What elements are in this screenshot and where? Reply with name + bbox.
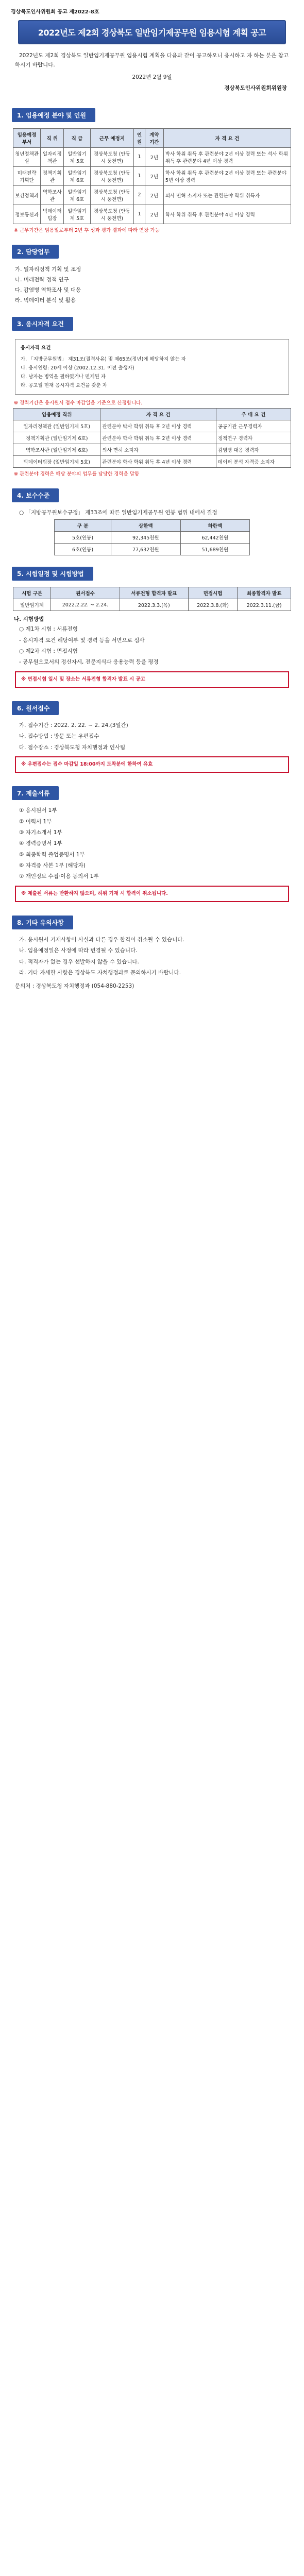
list-item: 나. 응시연령: 20세 이상 (2002.12.31. 이전 출생자) <box>21 365 134 371</box>
requirements-box-title: 응시자격 요건 <box>21 345 51 351</box>
table2-header: 우 대 요 건 <box>216 408 291 420</box>
list-item: ④ 경력증명서 1부 <box>19 840 62 847</box>
table-cell: 경상북도청 (안동시 풍천면) <box>90 147 133 166</box>
table1-header: 근무 예정지 <box>90 128 133 147</box>
list-item: 라. 공고일 현재 응시자격 요건을 갖춘 자 <box>21 382 107 388</box>
table-cell: 보건정책과 <box>13 185 41 205</box>
table-cell: 경상북도청 (안동시 풍천면) <box>90 185 133 205</box>
table-cell: 정책기획관 (일반임기제 6호) <box>13 432 100 444</box>
duties-list <box>15 265 289 306</box>
list-item: 가. 일자리정책 기획 및 조정 <box>15 266 81 273</box>
list-item: 라. 기타 자세한 사항은 경상북도 자치행정과로 문의하시기 바랍니다. <box>19 970 181 976</box>
table1-header: 임용예정 부서 <box>13 128 41 147</box>
positions-table <box>13 128 291 224</box>
list-item: 다. 접수장소 : 경상북도청 자치행정과 인사팀 <box>19 744 126 751</box>
table-cell: 빅데이터팀장 (일반임기제 5호) <box>13 455 100 467</box>
pay-intro: ○ 「지방공무원보수규정」 제33조에 따른 일반임기제공무원 연봉 범위 내에서 결정 <box>19 509 217 516</box>
table-cell: 일자리정책관 (일반임기제 5호) <box>13 420 100 432</box>
table1-note: ※ 근무기간은 임용일로부터 2년 후 성과 평가 결과에 따라 연장 가능 <box>14 227 160 233</box>
list-item: 가. 응시원서 기재사항이 사실과 다른 경우 합격이 취소될 수 있습니다. <box>19 936 184 943</box>
section-1-title: 1. 임용예정 분야 및 인원 <box>12 108 95 122</box>
table-cell: 의사 면허 소지자 또는 관련분야 학위 취득자 <box>163 185 291 205</box>
table-cell: 일반임기제 6호 <box>64 166 90 185</box>
table-row <box>13 185 291 205</box>
section-6-title: 6. 원서접수 <box>12 701 59 715</box>
table-cell: 일자리정책관 <box>41 147 64 166</box>
table-cell: 77,632천원 <box>111 544 180 555</box>
table-cell: 경상북도청 (안동시 풍천면) <box>90 166 133 185</box>
pay-header: 상한액 <box>111 520 180 532</box>
list-item: 라. 빅데이터 분석 및 활용 <box>15 297 76 303</box>
section-2-title: 2. 담당업무 <box>12 245 59 259</box>
notice-page <box>8 0 296 992</box>
intro-text: 2022년도 제2회 경상북도 일반임기제공무원 임용시험 계획을 다음과 같이 공고하오니 응시하고 자 하는 분은 참고하시기 바랍니다. <box>15 53 289 68</box>
table-row <box>13 147 291 166</box>
table1-header: 인원 <box>134 128 145 147</box>
list-item: ⑥ 자격증 사본 1부 (해당자) <box>19 862 86 869</box>
list-item: - 응시자격 요건 해당여부 및 경력 등을 서면으로 심사 <box>19 637 145 643</box>
table-cell: 1 <box>134 205 145 224</box>
table-row <box>13 599 291 611</box>
list-item: 가. 접수기간 : 2022. 2. 22. ~ 2. 24.(3일간) <box>19 722 128 728</box>
list-item: - 공무원으로서의 정신자세, 전문지식과 응용능력 등을 평정 <box>19 659 159 666</box>
list-item: 나. 접수방법 : 방문 또는 우편접수 <box>19 733 99 740</box>
list-item: 다. 적격자가 없는 경우 선발하지 않을 수 있습니다. <box>19 958 139 965</box>
table1-header: 직 급 <box>64 128 90 147</box>
pay-header: 구 분 <box>55 520 111 532</box>
exam-header: 최종합격자 발표 <box>238 587 291 599</box>
table-cell: 역학조사관 <box>41 185 64 205</box>
table-cell: 감염병 대응 경력자 <box>216 444 291 455</box>
contact-info: 문의처 : 경상북도청 자치행정과 (054-880-2253) <box>15 983 134 990</box>
table2-note: ※ 관련분야 경력은 해당 분야의 업무를 담당한 경력을 말함 <box>14 471 140 477</box>
table-cell: 6호(연봉) <box>55 544 111 555</box>
list-item: ○ 제1차 시험 : 서류전형 <box>19 626 78 633</box>
table-row <box>13 455 291 467</box>
table-cell: 정보통신과 <box>13 205 41 224</box>
requirements-box <box>15 339 289 394</box>
table-row <box>13 205 291 224</box>
list-item: ⑦ 개인정보 수집·이용 동의서 1부 <box>19 873 99 880</box>
exam-header: 서류전형 합격자 발표 <box>120 587 188 599</box>
table-row <box>55 532 250 544</box>
table-cell: 공공기관 근무경력자 <box>216 420 291 432</box>
pay-header: 하한액 <box>180 520 249 532</box>
table-cell: 역학조사관 (일반임기제 6호) <box>13 444 100 455</box>
table-cell: 학사 학위 취득 후 관련분야 4년 이상 경력 <box>163 205 291 224</box>
list-item: ① 응시원서 1부 <box>19 807 57 814</box>
table-cell: 의사 면허 소지자 <box>100 444 216 455</box>
table-cell: 2022.3.11.(금) <box>238 599 291 611</box>
pay-table <box>54 519 250 555</box>
notice-number: 경상북도인사위원회 공고 제2022-8호 <box>11 9 99 15</box>
table-cell: 빅데이터팀장 <box>41 205 64 224</box>
table1-header: 직 위 <box>41 128 64 147</box>
table-cell: 학사 학위 취득 후 관련분야 2년 이상 경력 또는 관련분야 5년 이상 경력 <box>163 166 291 185</box>
section-7-title: 7. 제출서류 <box>12 786 59 800</box>
table-cell: 관련분야 박사 학위 취득 후 2년 이상 경력 <box>100 420 216 432</box>
table-row <box>55 544 250 555</box>
section-3-title: 3. 응시자격 요건 <box>12 317 73 331</box>
table-cell: 2022.3.3.(목) <box>120 599 188 611</box>
documents-red-note: ※ 제출된 서류는 반환하지 않으며, 허위 기재 시 합격이 취소됩니다. <box>15 886 289 902</box>
apply-red-note: ※ 우편접수는 접수 마감일 18:00까지 도착분에 한하여 유효 <box>15 756 289 773</box>
table-row <box>13 432 291 444</box>
table-cell: 일반임기제 <box>13 599 51 611</box>
notice-date: 2022년 2월 9일 <box>132 74 172 80</box>
table-cell: 정책연구 경력자 <box>216 432 291 444</box>
table-cell: 관련분야 학사 학위 취득 후 2년 이상 경력 <box>100 432 216 444</box>
table-cell: 2년 <box>145 205 164 224</box>
list-item: 다. 남자는 병역을 필하였거나 면제된 자 <box>21 374 106 380</box>
table-cell: 일반임기제 5호 <box>64 205 90 224</box>
table-cell: 관련분야 학사 학위 취득 후 4년 이상 경력 <box>100 455 216 467</box>
table-cell: 정책기획관 <box>41 166 64 185</box>
list-item: ③ 자기소개서 1부 <box>19 829 62 836</box>
table-row <box>13 166 291 185</box>
table-cell: 1 <box>134 166 145 185</box>
list-item: 가. 「지방공무원법」 제31조(결격사유) 및 제65조(정년)에 해당하지 않는 자 <box>21 356 186 362</box>
table-cell: 2년 <box>145 147 164 166</box>
table2-header: 임용예정 직위 <box>13 408 100 420</box>
requirements-note: ※ 경력기간은 응시원서 접수 마감일을 기준으로 산정합니다. <box>14 400 143 406</box>
exam-header: 시험 구분 <box>13 587 51 599</box>
list-item: 나. 임용예정일은 사정에 따라 변경될 수 있습니다. <box>19 947 138 954</box>
qualifications-table <box>13 408 291 468</box>
section-8-title: 8. 기타 유의사항 <box>12 916 73 929</box>
table-cell: 2년 <box>145 166 164 185</box>
table-cell: 경상북도청 (안동시 풍천면) <box>90 205 133 224</box>
table-cell: 2022.2.22. ~ 2.24. <box>51 599 120 611</box>
table-cell: 2022.3.8.(화) <box>188 599 237 611</box>
table1-header: 계약 기간 <box>145 128 164 147</box>
table2-header: 자 격 요 건 <box>100 408 216 420</box>
list-item: ② 이력서 1부 <box>19 818 52 825</box>
table-cell: 일반임기제 5호 <box>64 147 90 166</box>
exam-header: 원서접수 <box>51 587 120 599</box>
exam-schedule-table <box>13 587 291 611</box>
notice-title: 2022년도 제2회 경상북도 일반임기제공무원 임용시험 계획 공고 <box>18 20 286 44</box>
table-cell: 1 <box>134 147 145 166</box>
exam-header: 면접시험 <box>188 587 237 599</box>
table-cell: 2년 <box>145 185 164 205</box>
table-cell: 청년정책관실 <box>13 147 41 166</box>
exam-method-title: 나. 시험방법 <box>14 616 44 623</box>
table-cell: 일반임기제 6호 <box>64 185 90 205</box>
table-row <box>13 420 291 432</box>
table1-header: 자 격 요 건 <box>163 128 291 147</box>
list-item: 다. 감염병 역학조사 및 대응 <box>15 286 81 293</box>
list-item: ○ 제2차 시험 : 면접시험 <box>19 648 78 655</box>
table-cell: 박사 학위 취득 후 관련분야 2년 이상 경력 또는 석사 학위 취득 후 관련분야 4년 이상 경력 <box>163 147 291 166</box>
table-cell: 62,442천원 <box>180 532 249 544</box>
issuing-org: 경상북도인사위원회위원장 <box>224 84 287 91</box>
list-item: 나. 미래전략 정책 연구 <box>15 276 69 283</box>
table-cell: 미래전략 기획단 <box>13 166 41 185</box>
section-5-title: 5. 시험일정 및 시험방법 <box>12 567 93 581</box>
exam-red-note: ※ 면접시험 일시 및 장소는 서류전형 합격자 발표 시 공고 <box>15 671 289 688</box>
table-cell: 2 <box>134 185 145 205</box>
table-cell: 92,345천원 <box>111 532 180 544</box>
table-row <box>13 444 291 455</box>
list-item: ⑤ 최종학력 졸업증명서 1부 <box>19 851 85 858</box>
table-cell: 51,689천원 <box>180 544 249 555</box>
table-cell: 5호(연봉) <box>55 532 111 544</box>
table-cell: 데이터 분석 자격증 소지자 <box>216 455 291 467</box>
section-4-title: 4. 보수수준 <box>12 488 59 502</box>
